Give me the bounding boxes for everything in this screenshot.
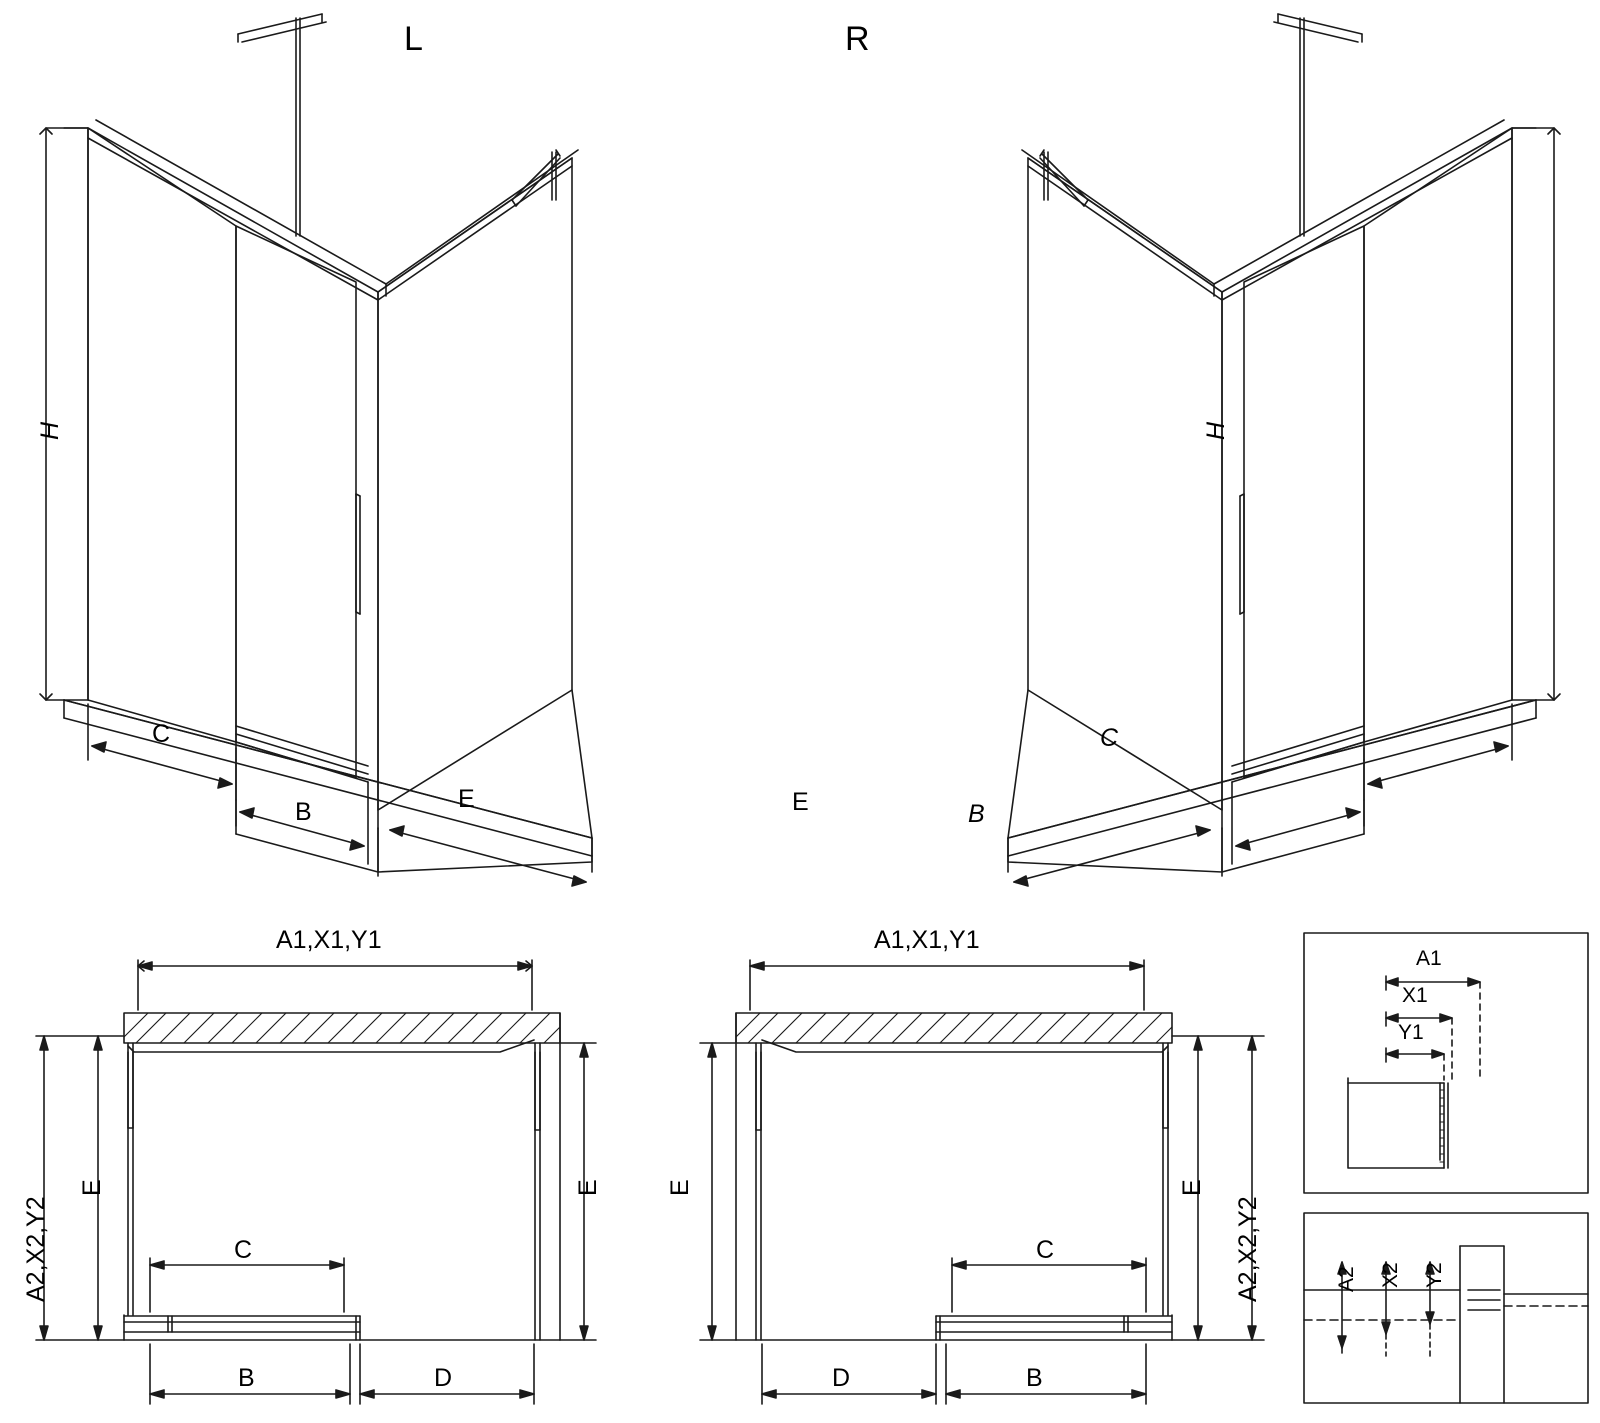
plan-right-dim-c: C xyxy=(1036,1236,1055,1264)
plan-right-left-dim-e: E xyxy=(666,1179,694,1196)
detail-bottom-dim-x2: X2 xyxy=(1379,1262,1402,1288)
detail-bottom-dim-a2: A2 xyxy=(1335,1266,1358,1292)
iso-left-dim-c: C xyxy=(152,720,171,748)
plan-left-inner-dim-e: E xyxy=(78,1179,106,1196)
plan-left-top-dim: A1,X1,Y1 xyxy=(276,926,382,954)
iso-right-dim-h: H xyxy=(1202,421,1230,440)
detail-bottom-dim-y2: Y2 xyxy=(1423,1262,1446,1288)
iso-left-view xyxy=(36,14,592,888)
plan-right-inner-dim-e: E xyxy=(1178,1179,1206,1196)
detail-top-view xyxy=(1304,933,1588,1193)
iso-left-dim-e: E xyxy=(458,785,475,813)
iso-right-dim-c: C xyxy=(1100,724,1119,752)
plan-right-dim-d: D xyxy=(832,1364,851,1392)
plan-left-dim-d: D xyxy=(434,1364,453,1392)
iso-right-title: R xyxy=(845,20,870,58)
iso-left-dim-h: H xyxy=(36,421,64,440)
detail-bottom-view xyxy=(1304,1213,1588,1403)
plan-left-dim-c: C xyxy=(234,1236,253,1264)
iso-left-dim-b: B xyxy=(295,798,312,826)
iso-right-dim-e: E xyxy=(792,788,809,816)
iso-right-view xyxy=(1008,14,1560,886)
plan-right-top-dim: A1,X1,Y1 xyxy=(874,926,980,954)
plan-right-dim-b: B xyxy=(1026,1364,1043,1392)
detail-top-dim-y1: Y1 xyxy=(1398,1021,1424,1044)
plan-left-right-dim-e: E xyxy=(574,1179,602,1196)
plan-left-view xyxy=(36,960,596,1404)
plan-right-outer-dim: A2,X2,Y2 xyxy=(1234,1196,1262,1302)
iso-right-dim-b: B xyxy=(968,800,985,828)
iso-left-title: L xyxy=(404,20,423,58)
plan-left-outer-dim: A2,X2,Y2 xyxy=(22,1196,50,1302)
detail-top-dim-a1: A1 xyxy=(1416,947,1442,970)
plan-left-dim-b: B xyxy=(238,1364,255,1392)
detail-top-dim-x1: X1 xyxy=(1402,984,1428,1007)
